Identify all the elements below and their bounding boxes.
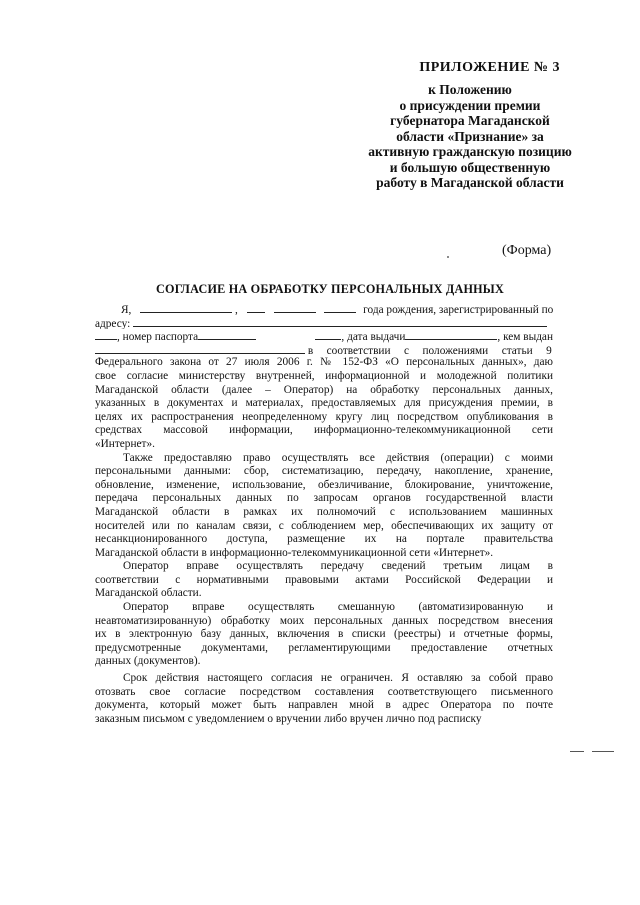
passport-number-blank[interactable] [198,329,256,340]
address-line [95,316,553,330]
paragraph-line: Оператор вправе осуществлять смешанную (автоматизированную и [123,601,553,614]
name-blank[interactable] [140,302,232,313]
paragraph-line: их в электронную базу данных, включения в списки (реестры) и отчетные формы, [95,628,553,641]
paragraph-consent [95,356,553,451]
paragraph-line: обновление, изменение, использование, обезличивание, блокирование, уничтожение, [95,478,553,491]
paragraph-line: Также предоставляю право осуществлять все действия (операции) с моими [123,451,553,464]
appendix-line: губернатора Магаданской [390,113,550,128]
appendix-lines [340,82,600,191]
address-blank[interactable] [133,316,547,327]
appendix-line: и большую общественную [389,159,551,175]
paragraph-rights [95,452,553,561]
paragraph-term [95,669,553,726]
issue-date-label: , дата выдачи [341,331,406,343]
appendix-line: активную гражданскую позицию [368,144,572,159]
paragraph-line: отозвать свое согласие посредством составления соответствующего письменного [95,685,553,698]
document-title: СОГЛАСИЕ НА ОБРАБОТКУ ПЕРСОНАЛЬНЫХ ДАННЫХ [156,282,504,296]
in-accordance-label: в соответствии с положениями статьи 9 [307,344,552,357]
appendix-title: ПРИЛОЖЕНИЕ № 3 [419,60,560,75]
birth-year-label: года рождения, зарегистрированный по [363,304,553,316]
paragraph-line: Магаданской области (далее – Оператор) на обработку персональных данных, [95,383,553,396]
paragraph-line: неавтоматизированную) обработку моих персональных данных посредством внесения [95,614,553,627]
paragraph-line: данных (документов). [95,655,201,668]
paragraph-line: Оператор вправе осуществлять передачу сведений третьим лицам в [123,560,553,573]
passport-label: , номер паспорта [117,331,199,343]
birth-day-blank[interactable] [247,302,265,313]
appendix-line: работу в Магаданской области [376,175,564,190]
address-cont-blank[interactable] [95,329,117,340]
paragraph-line: целях их распространения неопределенному кругу лиц посредством опубликования в [95,410,553,423]
address-label: адресу: [95,317,131,330]
appendix-line: к Положению [428,82,512,97]
name-line: Я, , года рождения, зарегистрированный по [121,304,553,316]
appendix-line: области «Признание» за [396,128,544,144]
paragraph-line: Магаданской области в информационно-телекоммуникационной сети «Интернет». [95,546,494,559]
birth-year-blank[interactable] [324,302,356,313]
passport-number-cont-blank[interactable] [315,329,341,340]
scan-dot [447,256,449,258]
paragraph-line: несанкционированного доступа, размещение их на портале правительства [95,533,553,546]
paragraph-line: Магаданской области в рамках их полномочий с использованием машинных [95,505,553,518]
passport-line [95,329,553,343]
paragraph-line: «Интернет». [95,437,155,450]
scan-mark [592,751,614,752]
paragraph-line: средствах массовой информации, информационно-телекоммуникационной сети [95,424,553,437]
paragraph-line: соответствии с нормативными правовыми актами Российской Федерации и [95,573,553,586]
scan-mark [570,751,584,752]
paragraph-line: предусмотренные документами, регламентирующими предоставление отчетных [95,641,553,654]
paragraph-line: персональными данными: сбор, систематизацию, передачу, накопление, хранение, [95,465,553,478]
paragraph-line: Магаданской области. [95,587,202,600]
paragraph-line: свое согласие министерству внутренней, информационной и молодежной политики [95,369,553,382]
paragraph-line: документа, который может быть направлен мной в адрес Оператора по почте [95,699,553,712]
issued-by-line [95,343,553,357]
paragraph-line: Федерального закона от 27 июля 2006 г. № 152-ФЗ «О персональных данных», даю [95,356,553,369]
paragraph-line: заказным письмом с уведомлением о вручении либо вручен лично под расписку [95,712,482,725]
paragraph-line: передача персональных данных по запросам органов государственной власти [95,492,553,505]
issue-date-blank[interactable] [405,329,497,340]
birth-month-blank[interactable] [274,302,316,313]
document-body [95,302,553,726]
paragraph-processing [95,601,553,669]
issued-by-blank[interactable] [95,343,305,354]
paragraph-line: указанных в документах и материалах, предоставляемых для присуждения премии, в [95,397,553,410]
i-label: Я, [121,304,132,316]
paragraph-line: Срок действия настоящего согласия не ограничен. Я оставляю за собой право [123,672,553,685]
issued-by-label: , кем выдан [497,331,553,343]
paragraph-third-parties [95,560,553,601]
form-label: (Форма) [502,243,552,258]
paragraph-line: носителей или по каналам связи, с соблюдением мер, обеспечивающих их защиту от [95,519,553,532]
appendix-line: о присуждении премии [399,97,541,113]
